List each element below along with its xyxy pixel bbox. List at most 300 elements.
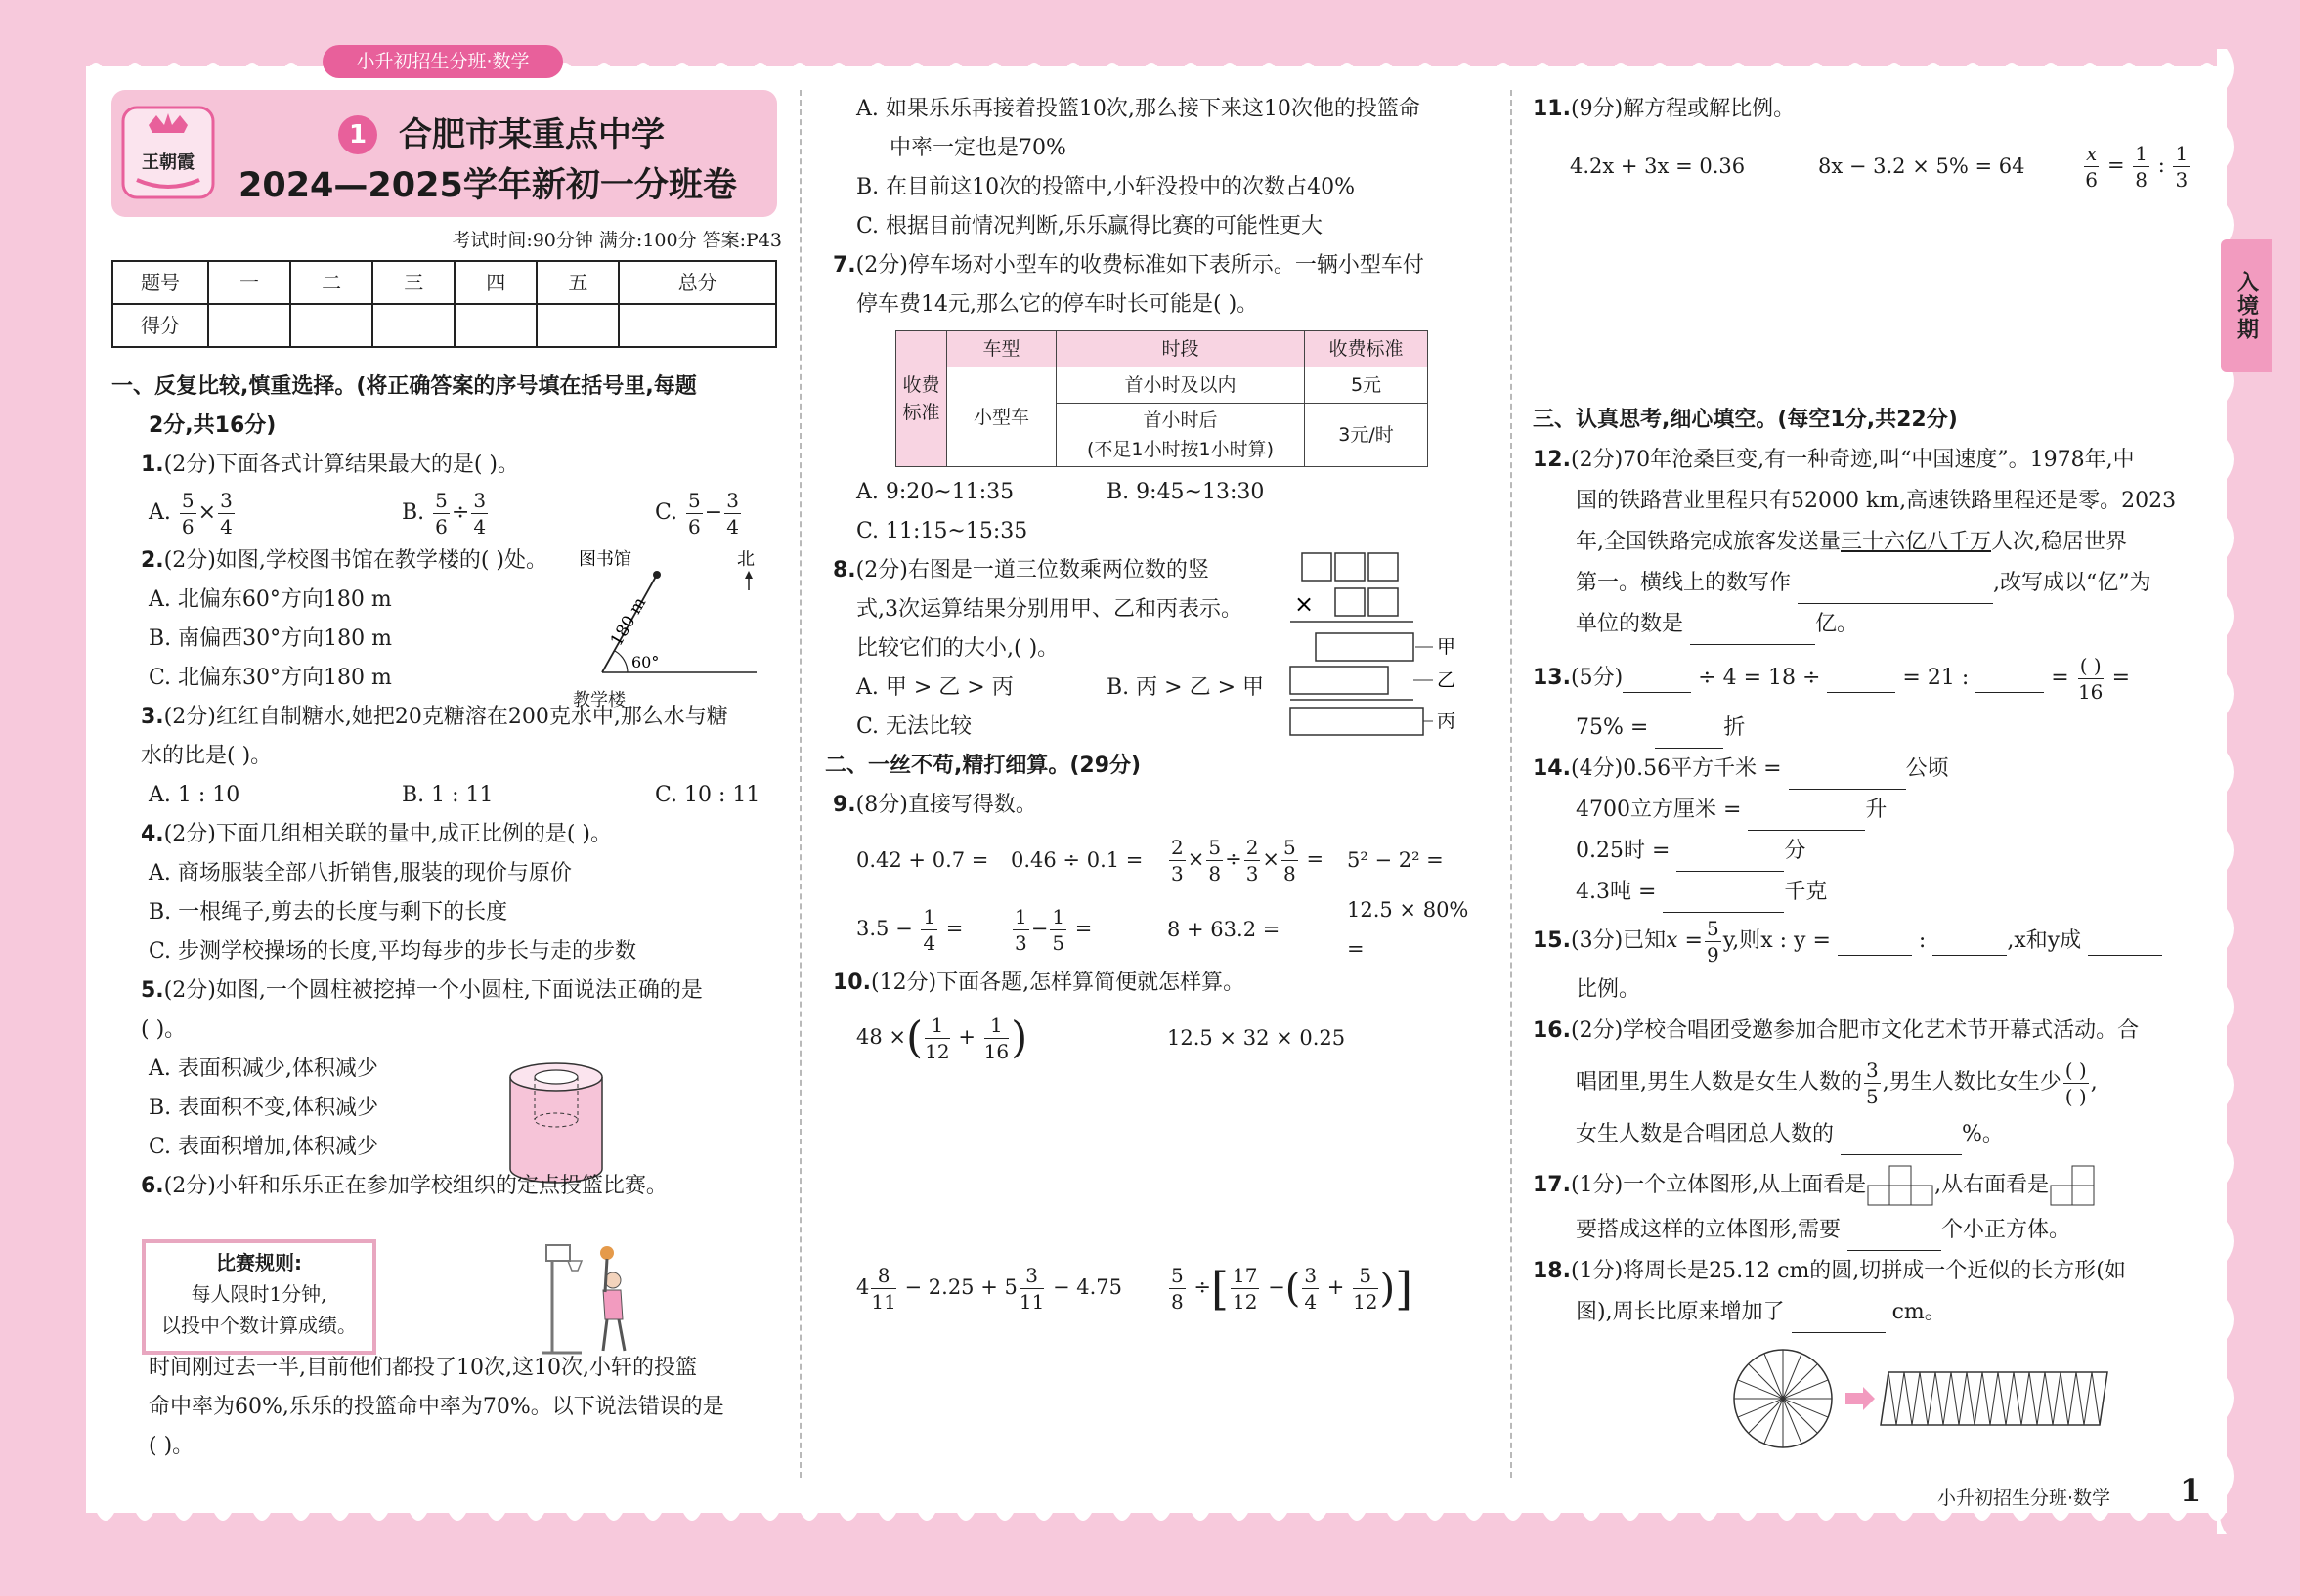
- answer-blank[interactable]: [1841, 1126, 1962, 1155]
- numerator: 1: [2135, 141, 2148, 165]
- numerator: 5: [688, 488, 701, 512]
- rules-line: 每人限时1分钟,: [191, 1282, 327, 1306]
- text-segment: 0.25时 =: [1576, 839, 1671, 863]
- text-segment: 4.3吨 =: [1576, 880, 1657, 904]
- fraction: [2084, 141, 2099, 193]
- arrow-right-icon: [1845, 1387, 1875, 1410]
- question-text: (2分)70年沧桑巨变,有一种奇迹,叫“中国速度”。1978年,中: [1570, 448, 2135, 472]
- table-cell: 5元: [1305, 367, 1428, 404]
- expr: 3.5 −: [856, 916, 913, 940]
- title-line1: [338, 113, 665, 156]
- option-c[interactable]: C. 10 : 11: [655, 783, 760, 807]
- question-7: [833, 246, 1490, 551]
- score-input-cell[interactable]: [537, 304, 619, 347]
- option-a[interactable]: A. 9:20~11:35: [856, 480, 1015, 504]
- question-text-cont: ( )。: [141, 1017, 187, 1042]
- column-right: [1533, 90, 2207, 1467]
- text-segment: 图),周长比原来增加了: [1576, 1300, 1785, 1324]
- question-text: (2分)停车场对小型车的收费标准如下表所示。一辆小型车付: [855, 253, 1424, 278]
- operator: −: [1268, 1274, 1285, 1299]
- question-text: (12分)下面各题,怎样算简便就怎样算。: [870, 971, 1245, 995]
- text-segment: (1分)一个立体图形,从上面看是: [1570, 1173, 1867, 1197]
- text-segment: y,则x : y =: [1722, 928, 1831, 953]
- sector-lines: [1734, 1350, 1832, 1447]
- numerator: 8: [871, 1263, 895, 1289]
- text-segment: 单位的数是: [1576, 612, 1684, 636]
- option-c[interactable]: C. 11:15~15:35: [856, 519, 1028, 543]
- question-11: [1533, 90, 2207, 401]
- table-cell: 小型车: [947, 367, 1057, 467]
- operator: −: [704, 500, 723, 525]
- calc-item: [856, 904, 1011, 956]
- numerator-blank[interactable]: ( ): [2079, 653, 2102, 677]
- text-segment: 个小正方体。: [1941, 1218, 2071, 1242]
- denominator: 3: [1245, 861, 1259, 885]
- option-a[interactable]: A. 表面积减少,体积减少: [149, 1057, 378, 1081]
- question-4: [111, 815, 782, 971]
- table-cell: 收费标准: [1305, 331, 1428, 367]
- denominator: 5: [1866, 1084, 1879, 1108]
- options-row: [856, 473, 1490, 512]
- calc-row: [856, 1253, 1490, 1323]
- ratio-colon: :: [2157, 152, 2165, 177]
- text-segment: (4分)0.56平方千米 =: [1570, 756, 1782, 781]
- fraction: [1705, 916, 1721, 968]
- question-text-cont: 国的铁路营业里程只有52000 km,高速铁路里程还是零。2023: [1576, 489, 2177, 513]
- question-number: 3.: [141, 705, 164, 729]
- numerator: 3: [1866, 1057, 1879, 1082]
- question-10: [833, 964, 1490, 1323]
- equals: =: [1306, 846, 1324, 871]
- option-a[interactable]: A. 商场服装全部八折销售,服装的现价与原价: [149, 861, 572, 885]
- question-text-cont: 比例。: [1576, 977, 1641, 1002]
- numerator: 3: [1020, 1263, 1044, 1289]
- column-middle: [825, 90, 1490, 1323]
- question-text: (2分)红红自制糖水,她把20克糖溶在200克水中,那么水与糖: [163, 705, 728, 729]
- side-tab-label: 入境期: [2234, 271, 2259, 341]
- question-text-cont: [1533, 522, 2207, 563]
- text-segment: ,男生人数比女生少: [1882, 1070, 2061, 1095]
- option-b[interactable]: B. 9:45~13:30: [1107, 480, 1265, 504]
- calc-item: 48 ×( $\frac{1}{12}$ + $\frac{1}{16}$ ): [856, 1013, 1028, 1063]
- q6-option-b[interactable]: B. 在目前这10次的投篮中,小轩没投中的次数占40%: [856, 175, 1356, 199]
- question-number: 4.: [141, 822, 164, 846]
- option-b[interactable]: [402, 485, 655, 541]
- question-number: 2.: [141, 548, 164, 573]
- calc-item: 12.5 × 32 × 0.25: [1167, 1026, 1346, 1050]
- distance-label: 180 m: [606, 593, 651, 650]
- option-a[interactable]: A. 甲 > 乙 > 丙: [856, 675, 1014, 700]
- operator: ×: [197, 500, 217, 525]
- label-bing: 丙: [1437, 711, 1456, 732]
- option-b[interactable]: B. 表面积不变,体积减少: [149, 1096, 379, 1120]
- table-cell: 首小时及以内: [1057, 367, 1305, 404]
- question-text-cont: [1533, 604, 2207, 645]
- bottom-border-wave: [86, 1503, 2227, 1532]
- denominator: 11: [871, 1289, 896, 1314]
- competition-rules-box: [142, 1239, 376, 1355]
- denominator: 3: [2175, 167, 2189, 192]
- question-number: 10.: [833, 971, 871, 995]
- fraction: [180, 488, 196, 539]
- text-segment: 75% =: [1576, 715, 1649, 740]
- answer-blank[interactable]: [1847, 1222, 1941, 1251]
- question-number: 7.: [833, 253, 856, 278]
- score-input-cell[interactable]: [290, 304, 372, 347]
- fraction: [984, 1013, 1009, 1064]
- option-c[interactable]: C. 北偏东30°方向180 m: [149, 666, 392, 690]
- answer-blank[interactable]: [1748, 801, 1865, 831]
- operator: ÷: [1225, 846, 1242, 871]
- option-b[interactable]: B. 1 : 11: [402, 783, 494, 807]
- calc-item: [856, 1263, 1167, 1315]
- numerator: 3: [473, 488, 487, 512]
- question-number: 15.: [1533, 928, 1571, 953]
- numerator: 5: [435, 488, 448, 512]
- fraction: [1353, 1263, 1377, 1315]
- q6-option-a[interactable]: A. 如果乐乐再接着投篮10次,那么接下来这10次他的投篮命: [856, 97, 1420, 121]
- text-segment: =: [2051, 666, 2069, 690]
- question-text: (2分)如图,一个圆柱被挖掉一个小圆柱,下面说法正确的是: [163, 978, 703, 1003]
- operator: +: [1326, 1274, 1345, 1299]
- question-number: 18.: [1533, 1259, 1571, 1283]
- fraction: [471, 488, 488, 539]
- calc-item: [1011, 904, 1167, 956]
- answer-blank[interactable]: [1932, 927, 2007, 956]
- table-cell: 一: [208, 261, 290, 304]
- calc-item: 0.42 + 0.7 =: [856, 848, 989, 872]
- answer-blank[interactable]: [1623, 664, 1691, 693]
- table-cell: 二: [290, 261, 372, 304]
- question-number: 9.: [833, 793, 856, 817]
- question-text-cont: 水的比是( )。: [141, 744, 273, 768]
- expr: 48 ×: [856, 1024, 906, 1049]
- option-c[interactable]: C. 步测学校操场的长度,平均每步的步长与走的步数: [149, 939, 637, 964]
- direction-diagram: [571, 543, 766, 680]
- option-a[interactable]: A. 北偏东60°方向180 m: [149, 587, 392, 612]
- q6-option-a-cont[interactable]: 中率一定也是70%: [890, 136, 1066, 160]
- table-cell: 三: [372, 261, 455, 304]
- column-divider: [1510, 90, 1512, 1478]
- score-table: [111, 260, 777, 348]
- numerator: 2: [1171, 835, 1184, 859]
- options-row: [111, 776, 782, 815]
- denominator: 12: [925, 1039, 950, 1063]
- school-name: 合肥市某重点中学: [399, 115, 665, 154]
- equals: =: [1074, 916, 1093, 940]
- answer-blank[interactable]: [1827, 664, 1895, 693]
- score-input-cell[interactable]: [208, 304, 290, 347]
- option-b[interactable]: B. 丙 > 乙 > 甲: [1107, 675, 1264, 700]
- text-segment: 第一。横线上的数写作: [1576, 571, 1792, 595]
- table-cell: 五: [537, 261, 619, 304]
- top-view-icon: [1866, 1164, 1934, 1207]
- denominator: 8: [2135, 167, 2148, 192]
- side-tab[interactable]: [2221, 239, 2272, 372]
- text-segment: 千克: [1784, 880, 1828, 904]
- option-a[interactable]: A. 1 : 10: [149, 783, 240, 807]
- numerator: 17: [1232, 1263, 1258, 1287]
- zigzag-sectors: [1888, 1372, 2100, 1425]
- numerator: 1: [1052, 904, 1065, 928]
- question-16: 16.(2分)学校合唱团受邀参加合肥市文化艺术节开幕式活动。合 唱团里,男生人数是女生人数的 $\frac{3}{5}$ ,男生人数比女生少 $\frac{( )}{( )}$ , 女生人数是合唱团总人数的 %。: [1533, 1011, 2207, 1155]
- table-cell: 3元/时: [1305, 404, 1428, 467]
- operator: ÷: [1193, 1274, 1212, 1299]
- question-text: (2分)小轩和乐乐正在参加学校组织的定点投篮比赛。: [163, 1174, 668, 1198]
- column-divider: [800, 90, 802, 1478]
- operator: +: [958, 1024, 976, 1049]
- question-12: [1533, 440, 2207, 645]
- question-text-cont: 时间刚过去一半,目前他们都投了10次,这10次,小轩的投篮: [149, 1356, 697, 1380]
- denominator: 6: [2085, 167, 2098, 192]
- question-text: (2分)学校合唱团受邀参加合肥市文化艺术节开幕式活动。合: [1570, 1018, 2140, 1043]
- text-segment: 要搭成这样的立体图形,需要: [1576, 1218, 1841, 1242]
- answer-blank[interactable]: [1798, 575, 1993, 604]
- calc-item: $\frac{5}{8}$ ÷[ $\frac{17}{12}$ −( $\frac{3}{4}$ + $\frac{5}{12}$ )]: [1171, 1262, 1413, 1315]
- numerator: 5: [1208, 835, 1222, 859]
- text-segment: 年,全国铁路完成旅客发送量: [1576, 530, 1841, 554]
- work-space[interactable]: [1533, 203, 2207, 401]
- numerator: 1: [1015, 904, 1027, 928]
- question-text-cont: 命中率为60%,乐乐的投篮命中率为70%。以下说法错误的是: [149, 1395, 724, 1419]
- numerator: 5: [1171, 1263, 1184, 1287]
- table-cell: 得分: [112, 304, 208, 347]
- option-label: C.: [655, 500, 678, 525]
- score-input-cell[interactable]: [455, 304, 537, 347]
- text-segment: 折: [1723, 715, 1746, 740]
- text-segment: %。: [1962, 1122, 2004, 1146]
- text-segment: 升: [1865, 798, 1888, 822]
- fraction: [1169, 835, 1186, 886]
- table-cell: 收费标准: [896, 331, 947, 467]
- text-segment: cm。: [1891, 1300, 1946, 1324]
- text-segment: 人次,稳居世界: [1991, 530, 2128, 554]
- expr: − 2.25 + 5: [904, 1274, 1018, 1299]
- calc-row: [856, 1003, 1490, 1073]
- arrow-head-icon: [745, 571, 753, 579]
- fraction: [2173, 141, 2190, 193]
- option-label: B.: [402, 500, 425, 525]
- numerator: 1: [984, 1013, 1009, 1039]
- angle-label: 60°: [631, 653, 660, 671]
- question-number: 1.: [141, 453, 164, 477]
- fraction: [433, 488, 450, 539]
- q6-option-c[interactable]: C. 根据目前情况判断,乐乐赢得比赛的可能性更大: [856, 214, 1324, 238]
- text-segment: = 21 :: [1902, 666, 1970, 690]
- denominator: 3: [1171, 861, 1184, 885]
- answer-blank[interactable]: [1690, 616, 1815, 645]
- fraction-blank[interactable]: [2063, 1057, 2089, 1109]
- denominator: 5: [1052, 930, 1065, 955]
- fraction: [686, 488, 703, 539]
- option-c[interactable]: C. 无法比较: [856, 714, 973, 739]
- denominator: 12: [1353, 1289, 1378, 1314]
- calc-row: [856, 895, 1490, 964]
- denominator: 12: [1232, 1289, 1258, 1314]
- paper-number-badge: 1: [338, 115, 377, 154]
- denominator: 4: [923, 930, 936, 955]
- denominator: 3: [1015, 930, 1027, 955]
- fraction: [1013, 904, 1029, 956]
- option-b[interactable]: B. 一根绳子,剪去的长度与剩下的长度: [149, 900, 508, 925]
- denominator: 11: [1019, 1289, 1045, 1314]
- fraction: [1231, 1263, 1259, 1315]
- table-cell: 时段: [1057, 331, 1305, 367]
- denominator: 4: [220, 514, 233, 539]
- question-number: 14.: [1533, 756, 1571, 781]
- text-segment: :: [1918, 928, 1927, 953]
- library-point: [653, 571, 661, 579]
- question-text: (8分)直接写得数。: [855, 793, 1037, 817]
- question-1: [111, 446, 782, 541]
- question-text-cont: 式,3次运算结果分别用甲、乙和丙表示。: [856, 597, 1242, 622]
- calc-row: [856, 825, 1490, 895]
- fraction: [925, 1013, 949, 1064]
- fraction: [1206, 835, 1223, 886]
- denominator: 6: [181, 514, 195, 539]
- answer-blank[interactable]: [1789, 760, 1906, 790]
- question-text: (2分)下面几组相关联的量中,成正比例的是( )。: [163, 822, 612, 846]
- question-2: [111, 541, 782, 711]
- question-number: 16.: [1533, 1018, 1571, 1043]
- question-text: (9分)解方程或解比例。: [1570, 97, 1796, 121]
- option-a[interactable]: [149, 485, 402, 541]
- equation-item: 4.2x + 3x = 0.36: [1570, 154, 1746, 178]
- numerator: 3: [726, 488, 739, 512]
- calc-item: 5² − 2² =: [1347, 848, 1444, 872]
- answer-blank[interactable]: [1975, 664, 2044, 693]
- calc-item: 12.5 × 80% =: [1347, 898, 1469, 961]
- table-row: [112, 304, 776, 347]
- rules-title: 比赛规则:: [216, 1251, 302, 1274]
- denominator: 4: [726, 514, 739, 539]
- times-sign: ×: [1294, 590, 1315, 618]
- expr: 4: [856, 1274, 870, 1299]
- table-row: [112, 261, 776, 304]
- page-footer: 小升初招生分班·数学: [1937, 1488, 2111, 1509]
- expr: − 4.75: [1053, 1274, 1123, 1299]
- table-cell: 总分: [619, 261, 776, 304]
- logo-text: 王朝霞: [142, 152, 195, 173]
- page-number: 1: [2180, 1472, 2202, 1509]
- denominator: 8: [1283, 861, 1296, 885]
- calc-item: 0.46 ÷ 0.1 =: [1011, 848, 1144, 872]
- score-input-cell[interactable]: [619, 304, 776, 347]
- fraction: [1281, 835, 1298, 886]
- question-number: 13.: [1533, 666, 1571, 690]
- text-segment: (5分): [1570, 666, 1624, 690]
- equals: =: [945, 916, 964, 940]
- calc-item: 8 + 63.2 =: [1167, 918, 1280, 941]
- denominator-blank[interactable]: ( ): [2064, 1084, 2087, 1108]
- section-1-title: 一、反复比较,慎重选择。(将正确答案的序号填在括号里,每题: [111, 374, 697, 399]
- work-space[interactable]: [856, 1073, 1490, 1253]
- answer-blank[interactable]: [2088, 927, 2162, 956]
- score-input-cell[interactable]: [372, 304, 455, 347]
- text-segment: (3分)已知: [1570, 928, 1667, 953]
- numerator: 2: [1245, 835, 1259, 859]
- label-yi: 乙: [1437, 669, 1456, 691]
- equation-item: $\frac{x}{6}$ = $\frac{1}{8}$ : $\frac{1}{3}$: [2085, 141, 2189, 192]
- fraction: [1244, 835, 1261, 886]
- numerator: 1: [2175, 141, 2189, 165]
- calc-item: [1167, 835, 1347, 886]
- fraction: [921, 904, 937, 956]
- answer-blank[interactable]: [1838, 927, 1912, 956]
- question-14: [1533, 749, 2207, 913]
- fraction: [1050, 904, 1066, 956]
- question-8: [833, 551, 1490, 747]
- denominator: 16: [2077, 679, 2104, 704]
- operator: ÷: [451, 500, 470, 525]
- series-tag: 小升初招生分班·数学: [323, 45, 563, 78]
- table-cell: [1057, 404, 1305, 467]
- fraction: [724, 488, 741, 539]
- numerator: 3: [1304, 1263, 1318, 1287]
- numerator-blank[interactable]: ( ): [2064, 1057, 2087, 1082]
- denominator: 6: [435, 514, 448, 539]
- question-text: (2分)下面各式计算结果最大的是( )。: [163, 453, 519, 477]
- text-segment: 亿。: [1815, 612, 1859, 636]
- question-text: (1分)将周长是25.12 cm的圆,切拼成一个近似的长方形(如: [1570, 1259, 2126, 1283]
- title-banner: [111, 90, 777, 217]
- section-1-title-cont: 2分,共16分): [149, 413, 277, 438]
- text-segment: ,x和y成: [2007, 928, 2082, 953]
- numerator: 5: [1283, 835, 1296, 859]
- answer-blank[interactable]: [1676, 842, 1784, 872]
- operator: ×: [1187, 846, 1205, 871]
- equation-row: [1533, 129, 2207, 203]
- text-segment: ÷ 4 = 18 ÷: [1698, 666, 1821, 690]
- fraction: [871, 1263, 895, 1315]
- table-row: [896, 331, 1428, 367]
- numerator: x: [2086, 141, 2098, 165]
- numerator: 5: [181, 488, 195, 512]
- rules-line: 以投中个数计算成绩。: [161, 1314, 357, 1337]
- question-number: 5.: [141, 978, 164, 1003]
- denominator: 6: [688, 514, 701, 539]
- text-segment: x =: [1666, 928, 1703, 953]
- text-segment: ,从右面看是: [1934, 1173, 2050, 1197]
- denominator: 8: [1171, 1289, 1184, 1314]
- fraction: [1302, 1263, 1319, 1315]
- denominator: 8: [1208, 861, 1222, 885]
- text-segment: 唱团里,男生人数是女生人数的: [1576, 1070, 1862, 1095]
- table-cell: 四: [455, 261, 537, 304]
- operator: ×: [1262, 846, 1280, 871]
- school-label: 教学楼: [573, 690, 626, 711]
- options-row: [111, 485, 782, 541]
- label-jia: 甲: [1437, 636, 1456, 658]
- answer-blank[interactable]: [1663, 884, 1784, 913]
- north-label: 北: [737, 549, 755, 570]
- numerator: 3: [220, 488, 233, 512]
- option-c[interactable]: [655, 485, 782, 541]
- answer-blank[interactable]: [1655, 719, 1723, 749]
- denominator: 16: [983, 1039, 1010, 1063]
- cell-line: 首小时后: [1143, 410, 1218, 431]
- parking-fee-table: [895, 330, 1428, 467]
- question-number: 11.: [1533, 97, 1571, 121]
- vertical-multiplication-diagram: [1286, 551, 1492, 747]
- option-b[interactable]: B. 南偏西30°方向180 m: [149, 626, 392, 651]
- option-c[interactable]: C. 表面积增加,体积减少: [149, 1135, 379, 1159]
- answer-blank[interactable]: [1792, 1304, 1886, 1333]
- angle-arc: [615, 651, 628, 672]
- fraction: [1864, 1057, 1881, 1109]
- paper-title: 2024—2025学年新初一分班卷: [239, 166, 737, 205]
- question-3: [111, 698, 782, 815]
